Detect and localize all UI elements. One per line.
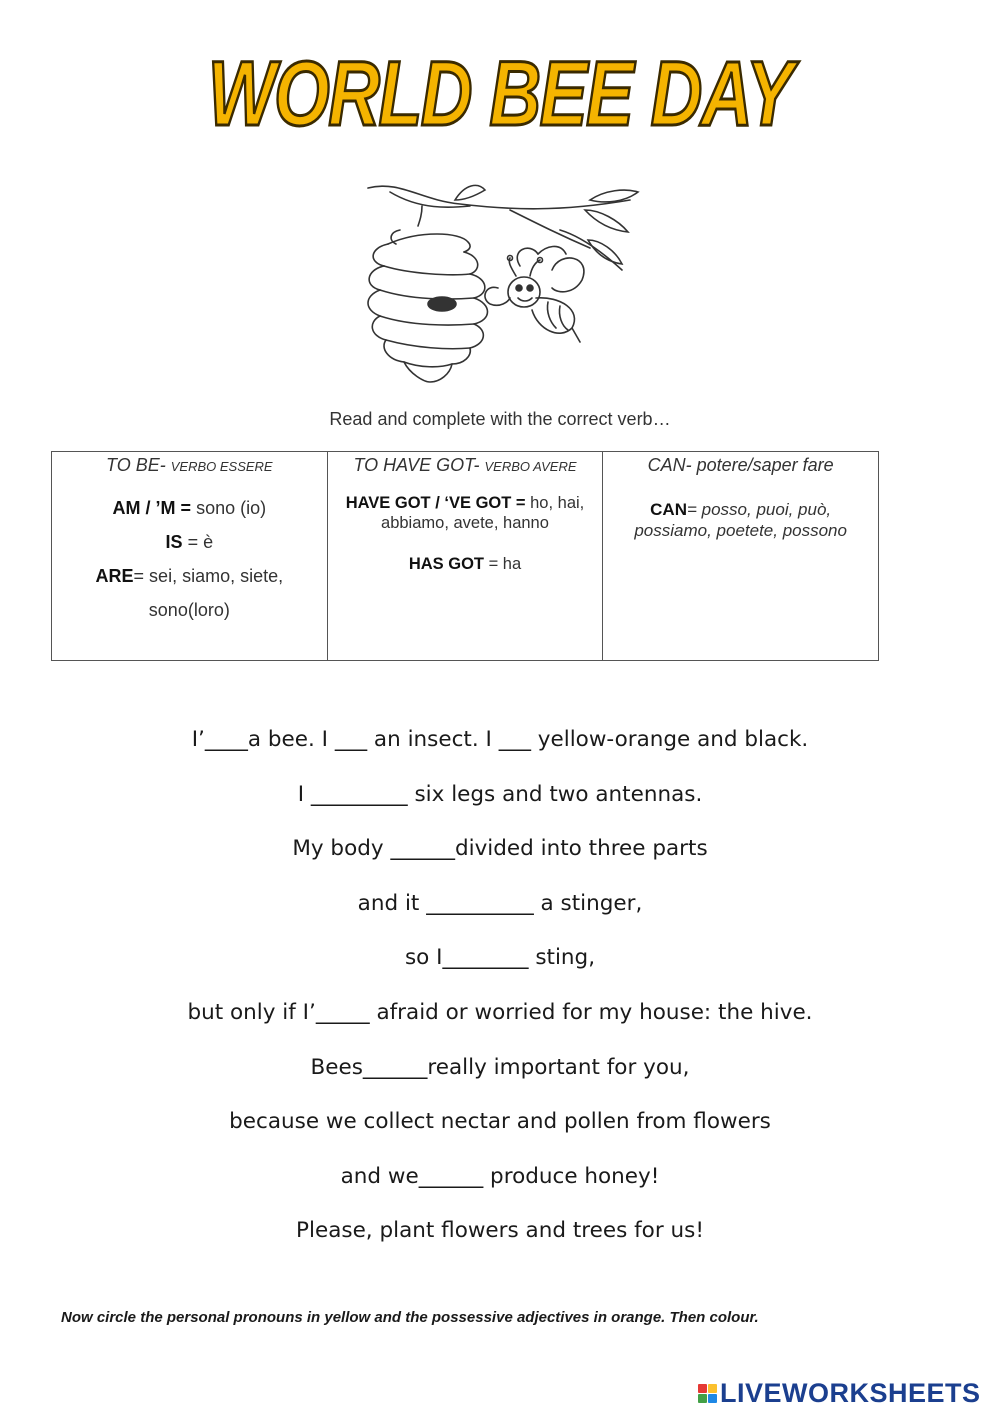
are-row-cont: sono(loro) — [148, 599, 230, 620]
cloze-line[interactable]: but only if I’_____ afraid or worried for my house: the hive. — [187, 999, 813, 1025]
has-got-row: HAS GOT = ha — [408, 554, 522, 573]
cloze-line[interactable]: My body ______divided into three parts — [292, 836, 708, 862]
cloze-text — [0, 722, 1000, 1268]
brand-name: LIVEWORKSHEETS — [720, 1377, 981, 1408]
footer-instruction: Now circle the personal pronouns in yellow and the possessive adjectives in orange. Then colour. — [61, 1309, 759, 1326]
can-header: CAN- potere/saper fare — [647, 455, 834, 475]
have-got-row: HAVE GOT / ‘VE GOT = ho, hai, abbiamo, avete, hanno — [345, 493, 585, 533]
are-row: ARE= sei, siamo, siete, — [95, 565, 284, 586]
cloze-line[interactable]: so I________ sting, — [404, 945, 596, 971]
liveworksheets-logo-icon — [698, 1384, 717, 1403]
can-column — [603, 452, 879, 661]
cloze-line[interactable]: and we______ produce honey! — [340, 1163, 660, 1189]
page-title: WORLD BEE DAY — [207, 43, 793, 145]
cloze-line[interactable]: I’____a bee. I ___ an insect. I ___ yellow-orange and black. — [191, 727, 809, 752]
logo-square-l — [698, 1384, 707, 1393]
cloze-line[interactable]: I _________ six legs and two antennas. — [297, 781, 703, 807]
cloze-line[interactable]: Bees______really important for you, — [310, 1054, 690, 1080]
cloze-line: Please, plant flowers and trees for us! — [296, 1218, 704, 1244]
to-have-got-header: TO HAVE GOT- VERBO AVERE — [353, 455, 577, 475]
instruction-text: Read and complete with the correct verb… — [329, 409, 671, 429]
is-row: IS = è — [165, 531, 214, 552]
am-row: AM / ’M = sono (io) — [112, 497, 267, 518]
logo-square-e — [708, 1394, 717, 1403]
to-be-header: TO BE- VERBO ESSERE — [106, 455, 273, 475]
logo-square-i — [708, 1384, 717, 1393]
logo-square-v — [698, 1394, 707, 1403]
can-row: CAN= posso, puoi, può, possiamo, poetete, possono — [634, 499, 847, 540]
verb-reference-table — [51, 451, 879, 661]
beehive-bee-illustration — [360, 170, 650, 395]
liveworksheets-brand — [698, 1378, 981, 1408]
cloze-line: because we collect nectar and pollen from flowers — [229, 1109, 771, 1135]
cloze-line[interactable]: and it __________ a stinger, — [357, 890, 643, 916]
to-have-got-column — [327, 452, 603, 661]
to-be-column — [52, 452, 328, 661]
